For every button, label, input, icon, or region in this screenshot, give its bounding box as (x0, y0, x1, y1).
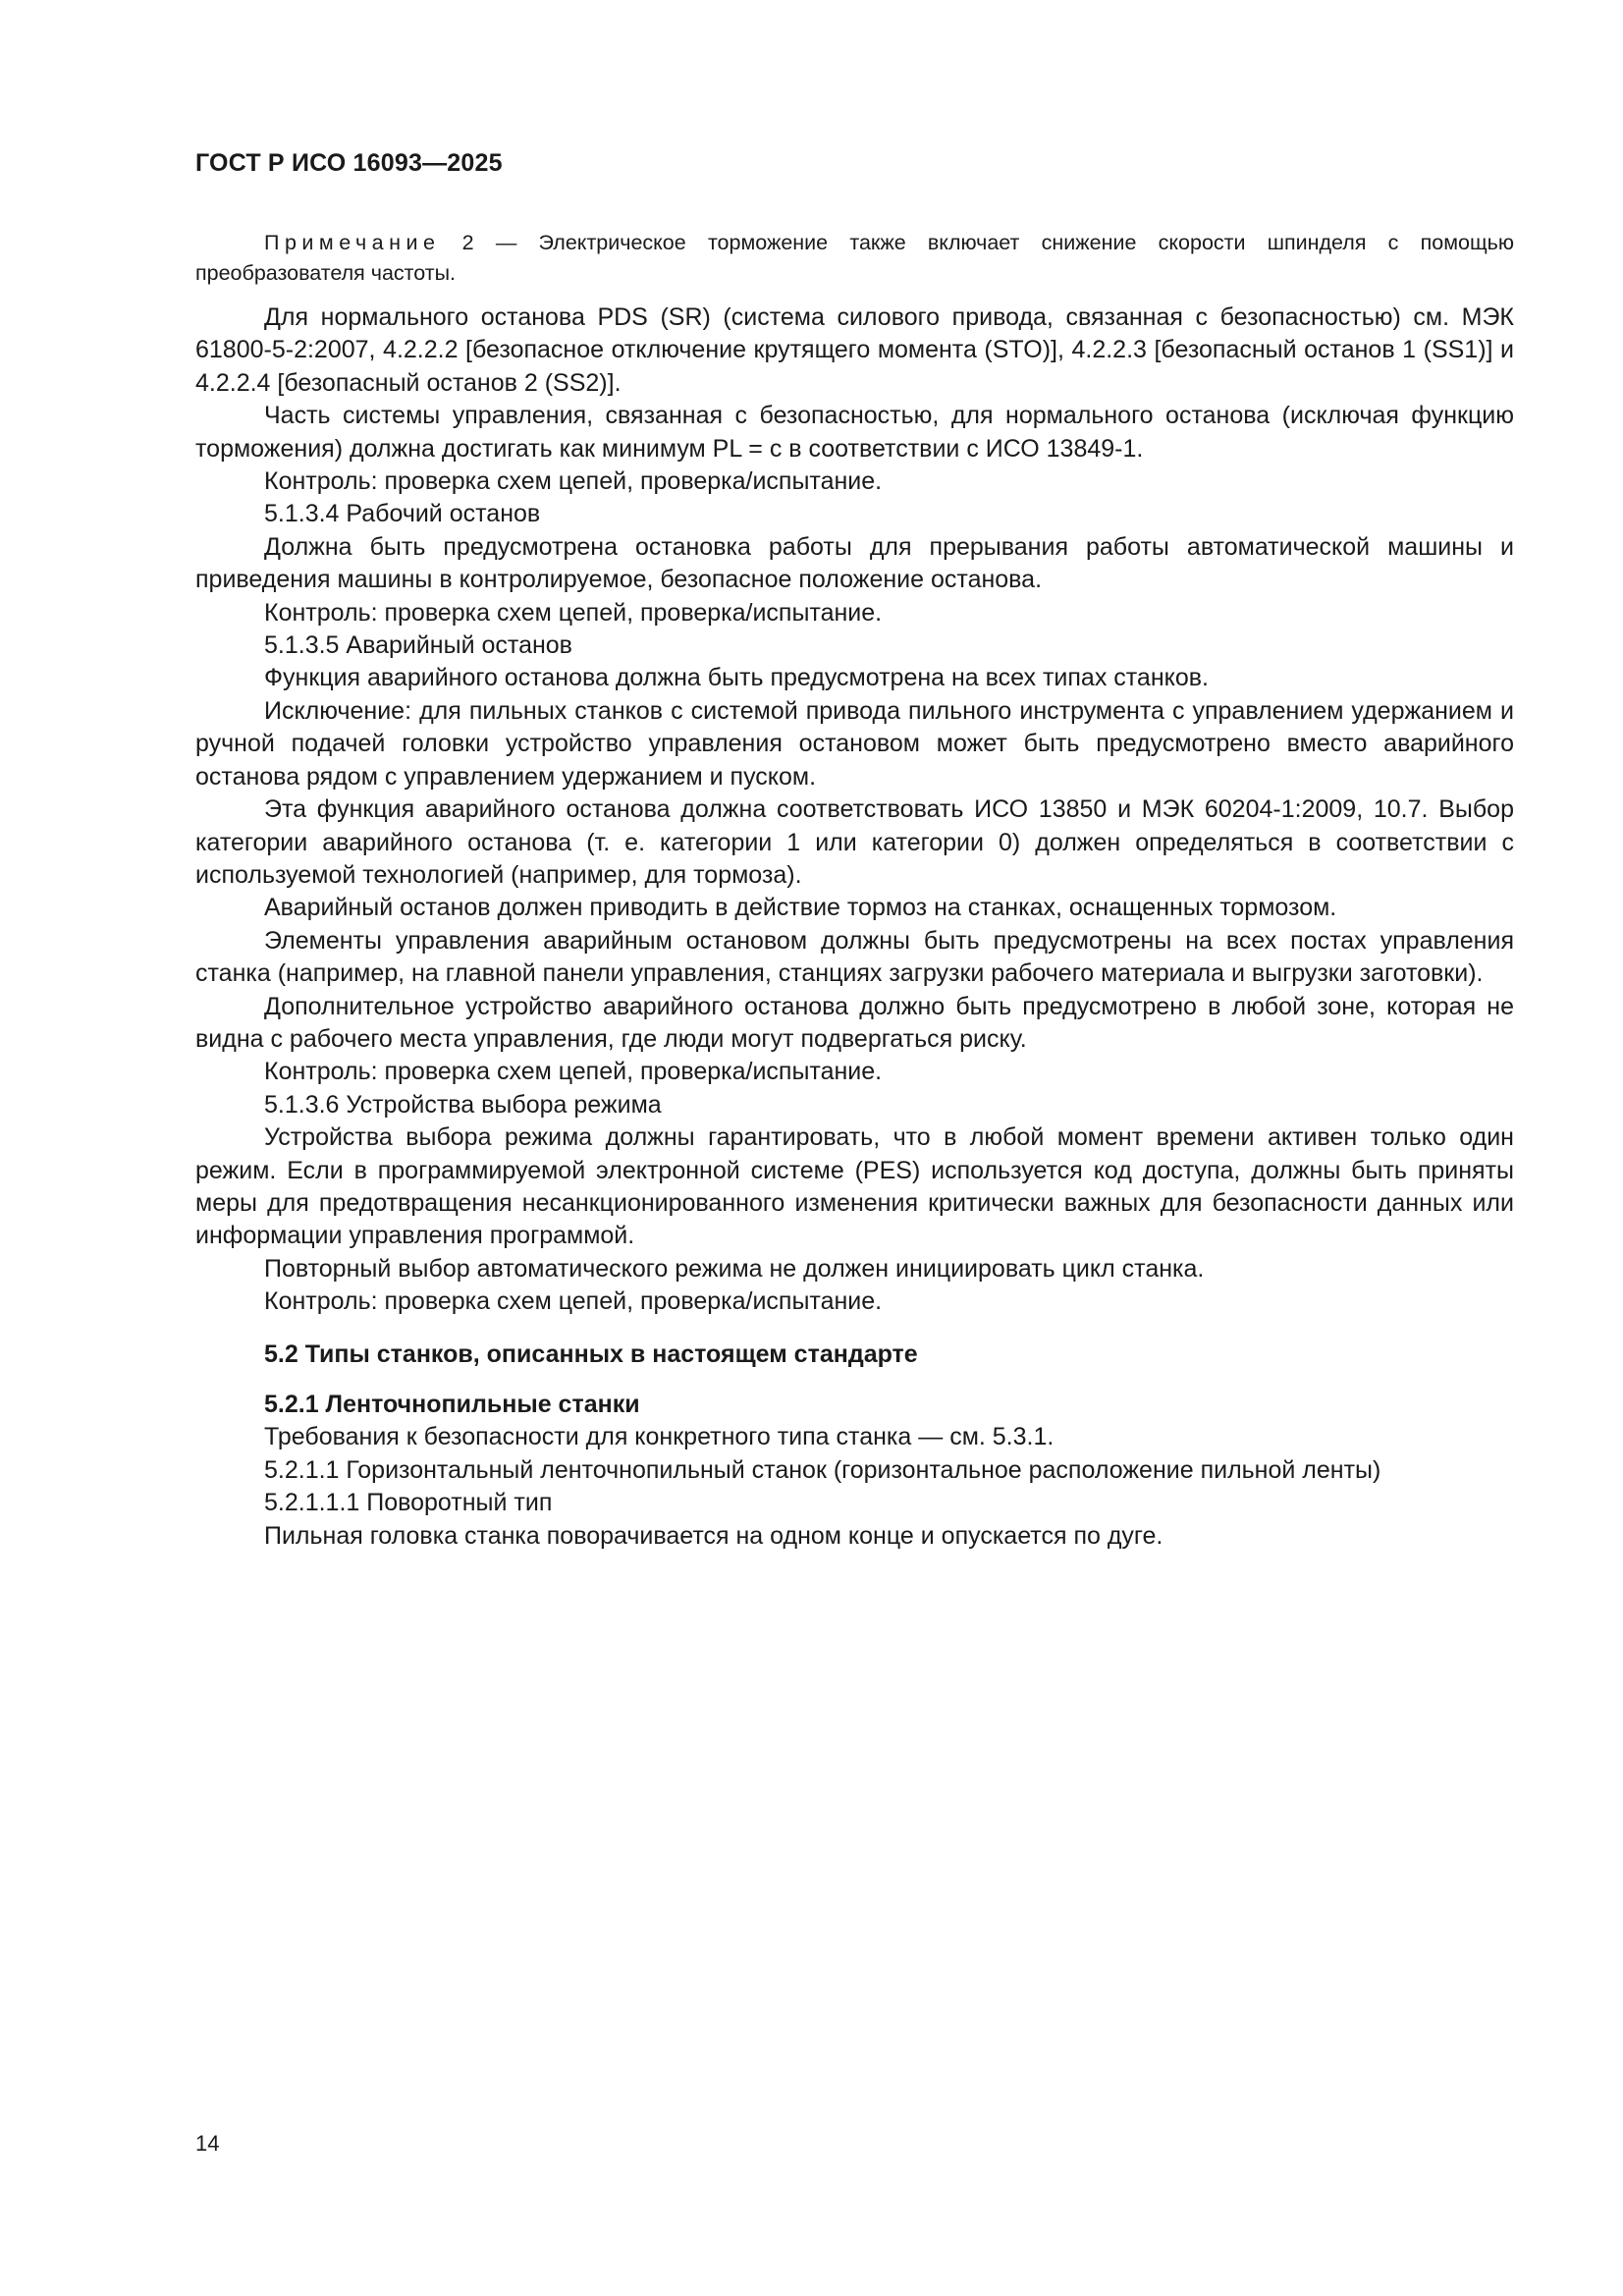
clause-title: 5.2.1.1.1 Поворотный тип (264, 1489, 553, 1517)
paragraph: Элементы управления аварийным остановом должны быть предусмотрены на всех постах управления станка (например, на главной панели управления, станциях загрузки рабочего материала и выгрузки заготовки). (195, 926, 1514, 988)
note-label: Примечание (264, 231, 441, 254)
paragraph: Для нормального останова PDS (SR) (система силового привода, связанная с безопасностью) см. МЭК 61800-5-2:2007, 4.2.2.2 [безопасное отключение крутящего момента (STO)], 4.2.2.3 [безопасный останов 1 (SS1)] и 4.2.2.4 [безопасный останов 2 (SS2)]. (195, 303, 1514, 397)
paragraph: Должна быть предусмотрена остановка работы для прерывания работы автоматической машины и приведения машины в контролируемое, безопасное положение останова. (195, 532, 1514, 594)
section-heading: 5.2 Типы станков, описанных в настоящем стандарте (264, 1339, 918, 1368)
paragraph: Контроль: проверка схем цепей, проверка/испытание. (264, 1287, 883, 1316)
paragraph: Функция аварийного останова должна быть предусмотрена на всех типах станков. (264, 664, 1209, 692)
paragraph: Устройства выбора режима должны гарантировать, что в любой момент времени активен только один режим. Если в программируемой электронной системе (PES) используется код доступа, должны быть приняты меры для предотвращения несанкционированного изменения критически важных для безопасности данных или информации управления программой. (195, 1123, 1514, 1250)
clause-title: 5.1.3.6 Устройства выбора режима (264, 1090, 662, 1119)
paragraph: Аварийный останов должен приводить в действие тормоз на станках, оснащенных тормозом. (264, 894, 1337, 922)
paragraph: Контроль: проверка схем цепей, проверка/испытание. (264, 1058, 883, 1086)
paragraph: Повторный выбор автоматического режима не должен инициировать цикл станка. (264, 1254, 1205, 1283)
paragraph: Контроль: проверка схем цепей, проверка/испытание. (264, 467, 883, 496)
note-text: 2 — Электрическое торможение также включает снижение скорости шпинделя с помощью преобразователя частоты. (195, 231, 1514, 285)
paragraph: Пильная головка станка поворачивается на одном конце и опускается по дуге. (264, 1521, 1163, 1550)
paragraph: Часть системы управления, связанная с безопасностью, для нормального останова (исключая функцию торможения) должна достигать как минимум PL = c в соответствии с ИСО 13849-1. (195, 402, 1514, 463)
document-body (195, 228, 1514, 1553)
paragraph: Эта функция аварийного останова должна соответствовать ИСО 13850 и МЭК 60204-1:2009, 10.7. Выбор категории аварийного останова (т. е. категории 1 или категории 0) должен определяться в соответствии с используемой технологией (например, для тормоза). (195, 795, 1514, 889)
note-paragraph (195, 228, 1514, 289)
paragraph: Исключение: для пильных станков с системой привода пильного инструмента с управлением удержанием и ручной подачей головки устройство управления остановом может быть предусмотрено вместо аварийного останова рядом с управлением удержанием и пуском. (195, 696, 1514, 791)
document-header: ГОСТ Р ИСО 16093—2025 (195, 149, 503, 177)
subsection-heading: 5.2.1 Ленточнопильные станки (264, 1391, 640, 1418)
clause-title: 5.1.3.5 Аварийный останов (264, 631, 572, 660)
paragraph: Контроль: проверка схем цепей, проверка/испытание. (264, 598, 883, 627)
paragraph: Требования к безопасности для конкретного типа станка — см. 5.3.1. (264, 1423, 1055, 1451)
clause-title: 5.2.1.1 Горизонтальный ленточнопильный станок (горизонтальное расположение пильной ленты) (264, 1455, 1381, 1484)
clause-title: 5.1.3.4 Рабочий останов (264, 500, 541, 528)
page-number: 14 (195, 2131, 220, 2156)
paragraph: Дополнительное устройство аварийного останова должно быть предусмотрено в любой зоне, которая не видна с рабочего места управления, где люди могут подвергаться риску. (195, 992, 1514, 1053)
